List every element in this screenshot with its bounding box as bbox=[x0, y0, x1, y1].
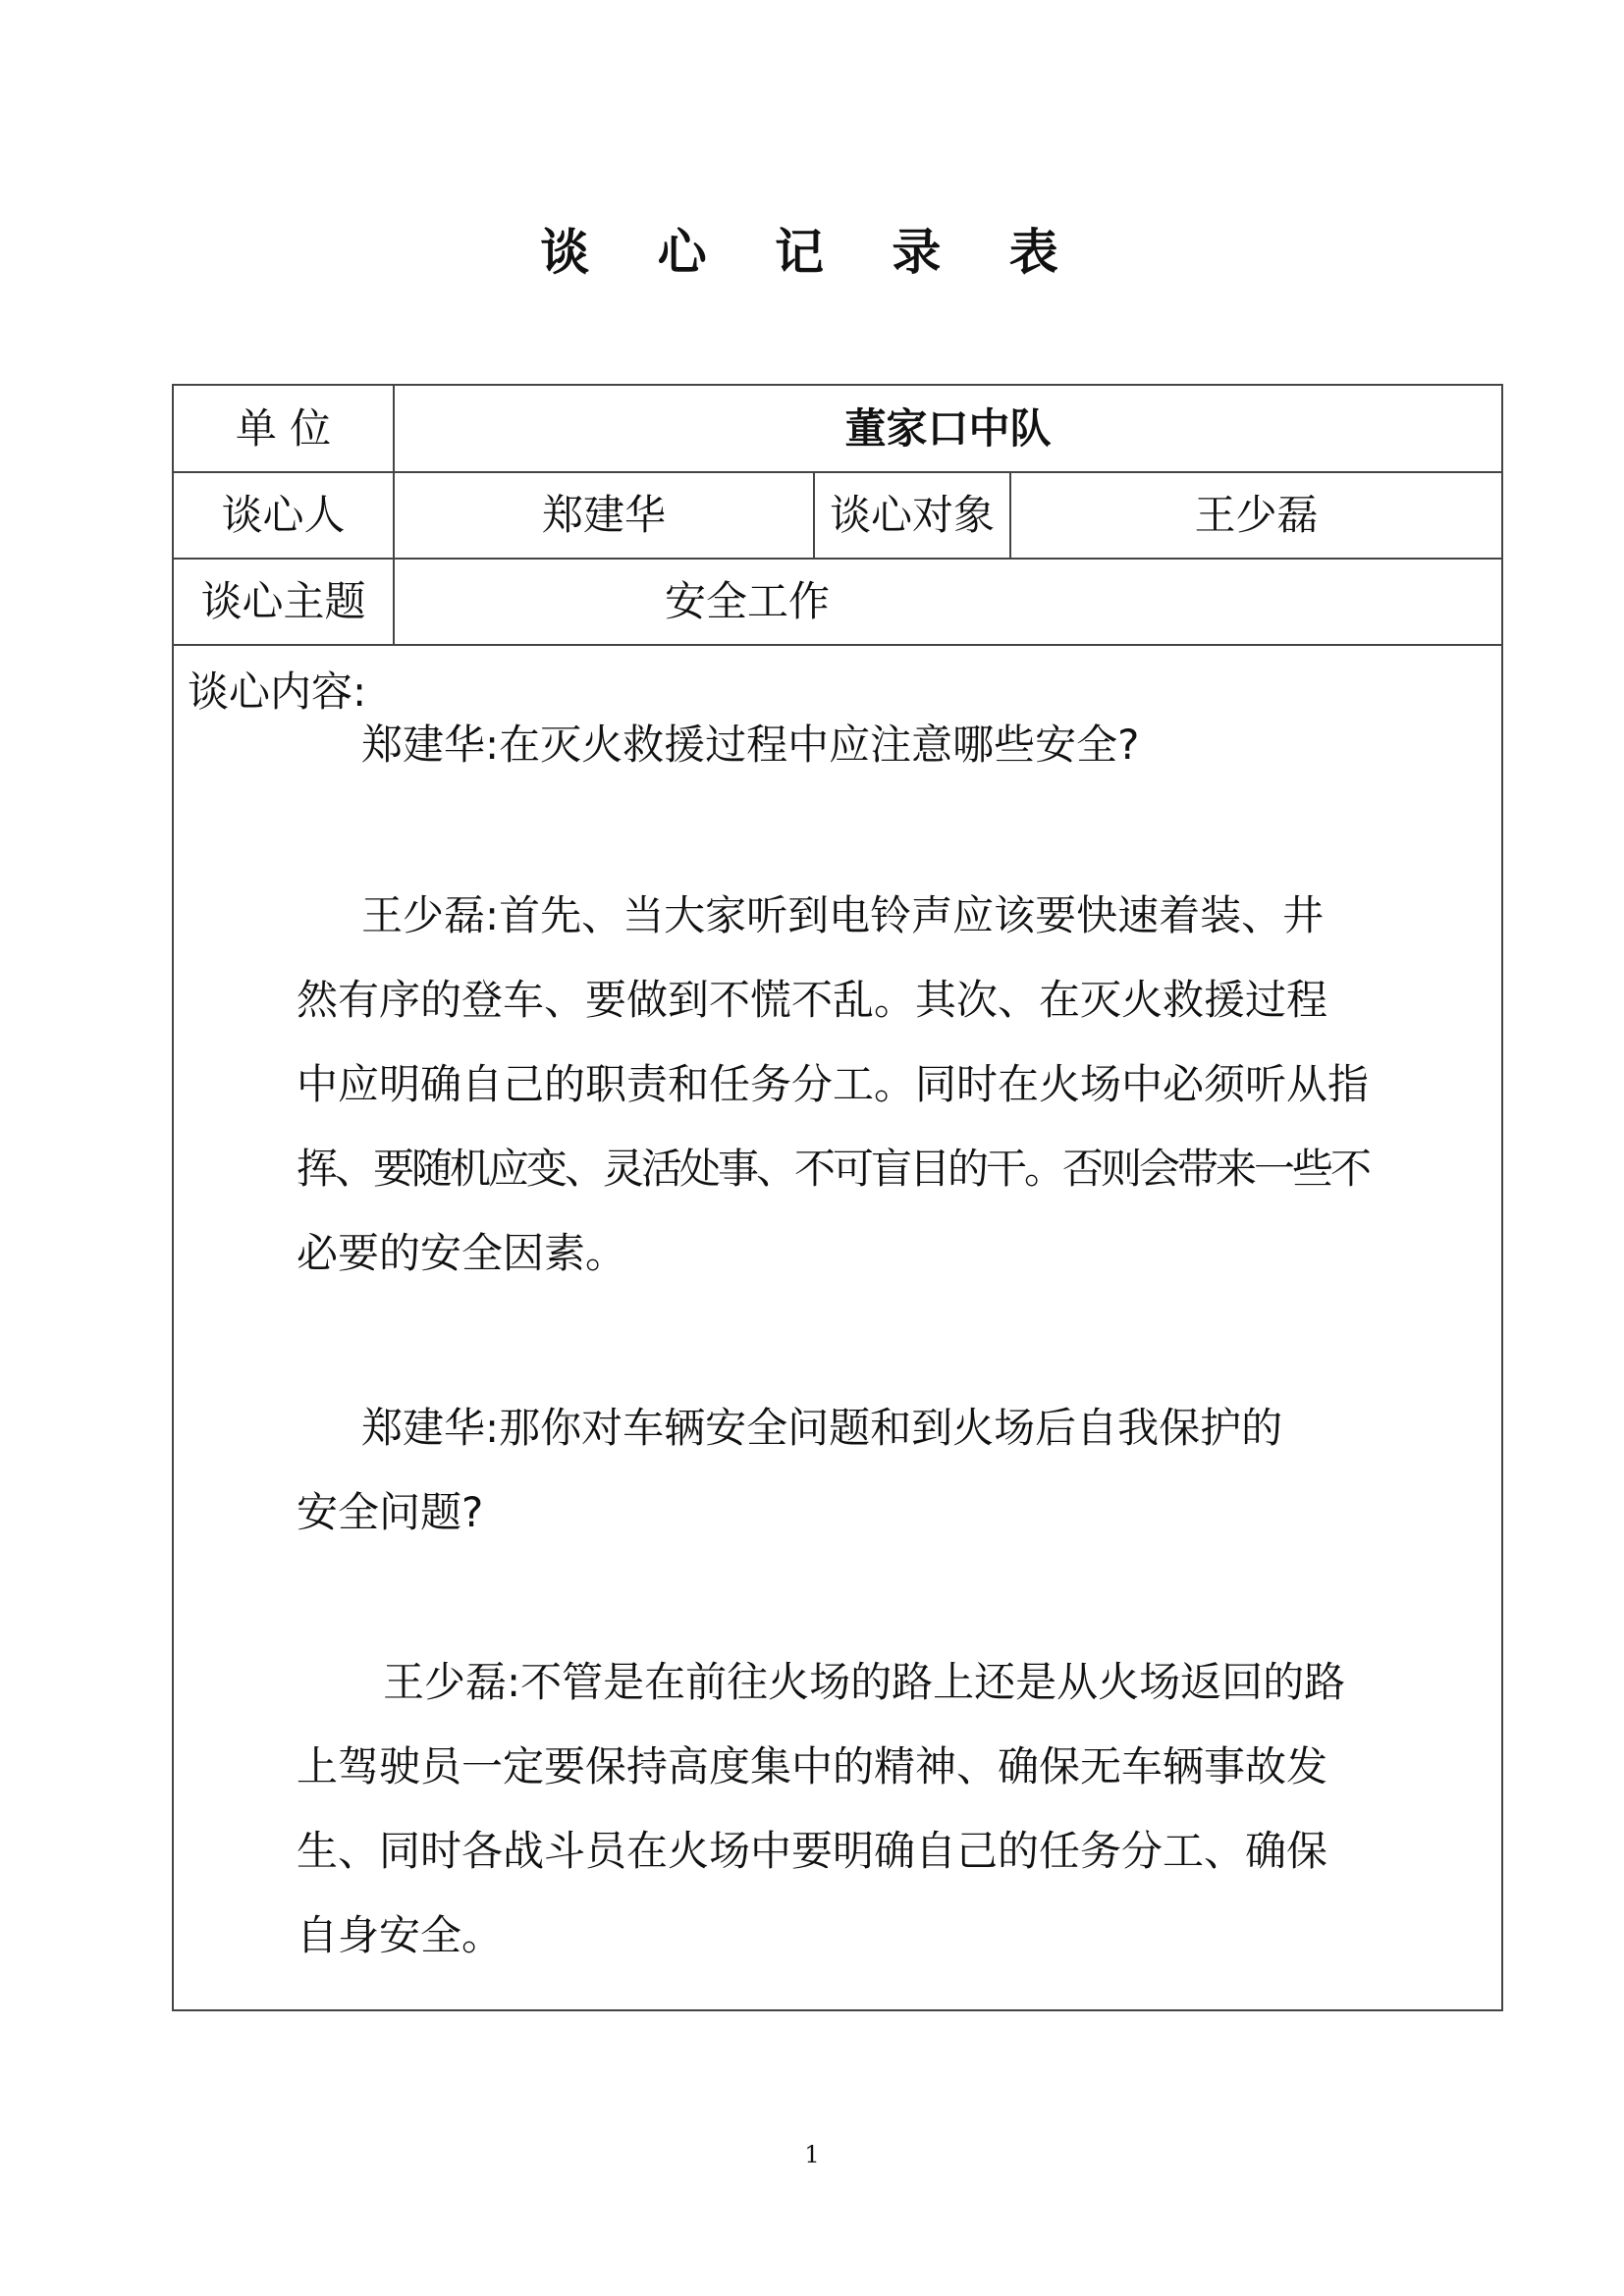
page-number: 1 bbox=[804, 2141, 820, 2168]
dialogue-paragraph bbox=[297, 703, 1139, 787]
dialogue-line: 上驾驶员一定要保持高度集中的精神、确保无车辆事故发 bbox=[297, 1742, 1328, 1790]
topic-label: 谈心主题 bbox=[200, 577, 366, 625]
talker-value: 郑建华 bbox=[541, 491, 666, 539]
dialogue-line: 挥、要随机应变、灵活处事、不可盲目的干。否则会带来一些不 bbox=[297, 1145, 1370, 1193]
dialogue-line: 王少磊:首先、当大家听到电铃声应该要快速着装、井 bbox=[361, 891, 1325, 939]
dialogue-line: 自身安全。 bbox=[297, 1911, 504, 1959]
dialogue-paragraph bbox=[297, 1386, 1282, 1555]
talk-record-table bbox=[172, 384, 1503, 2011]
content-label: 谈心内容: bbox=[188, 667, 367, 716]
unit-label: 单 位 bbox=[235, 403, 332, 453]
dialogue-line: 必要的安全因素。 bbox=[297, 1229, 627, 1277]
dialogue-line: 中应明确自己的职责和任务分工。同时在火场中必须听从指 bbox=[297, 1060, 1370, 1108]
dialogue-paragraph bbox=[297, 874, 1369, 1296]
dialogue-line: 郑建华:那你对车辆安全问题和到火场后自我保护的 bbox=[361, 1404, 1283, 1452]
topic-value: 安全工作 bbox=[665, 577, 831, 625]
unit-value: 董家口中队 bbox=[844, 403, 1052, 453]
target-value: 王少磊 bbox=[1194, 491, 1319, 539]
document-title: 谈 心 记 录 表 bbox=[540, 224, 1084, 281]
dialogue-paragraph bbox=[297, 1640, 1345, 1978]
dialogue-line: 郑建华:在灭火救援过程中应注意哪些安全? bbox=[361, 721, 1140, 769]
dialogue-line: 生、同时各战斗员在火场中要明确自己的任务分工、确保 bbox=[297, 1827, 1328, 1875]
talker-label: 谈心人 bbox=[221, 491, 346, 539]
row-divider bbox=[174, 644, 1501, 646]
dialogue-line: 安全问题? bbox=[297, 1488, 484, 1536]
dialogue-line: 然有序的登车、要做到不慌不乱。其次、在灭火救援过程 bbox=[297, 976, 1328, 1024]
dialogue-line: 王少磊:不管是在前往火场的路上还是从火场返回的路 bbox=[383, 1658, 1346, 1706]
target-label: 谈心对象 bbox=[829, 491, 995, 539]
